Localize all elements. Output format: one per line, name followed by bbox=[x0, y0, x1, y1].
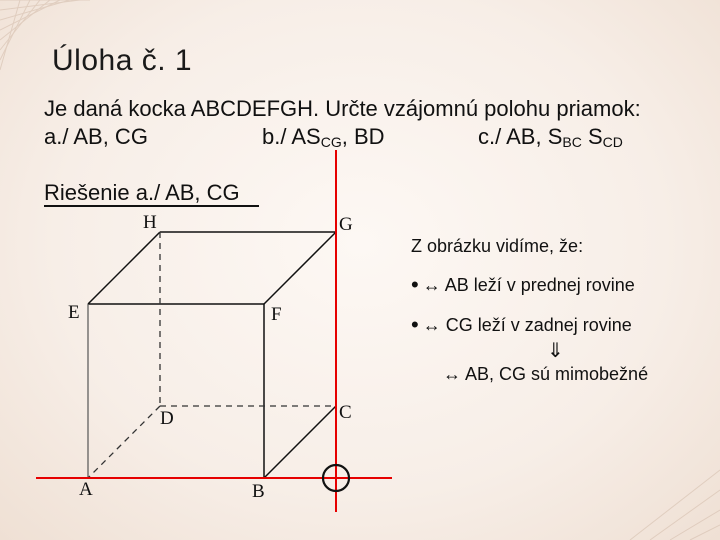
observation-intro: Z obrázku vidíme, že: bbox=[411, 236, 584, 256]
bullet-dot: • bbox=[411, 272, 419, 297]
task-c-mid: S bbox=[581, 124, 603, 149]
task-b-main: b./ AS bbox=[262, 124, 321, 149]
vertex-label-e: E bbox=[68, 302, 80, 323]
vertex-label-d: D bbox=[160, 408, 174, 429]
task-part-c bbox=[478, 124, 623, 150]
vertex-label-h: H bbox=[143, 212, 157, 233]
vertex-label-g: G bbox=[339, 214, 353, 235]
bullet-ab-text: ↔ AB leží v prednej rovine bbox=[422, 275, 635, 295]
task-statement: Je daná kocka ABCDEFGH. Určte vzájomnú polohu priamok: bbox=[44, 96, 641, 121]
bullet-cg bbox=[411, 312, 632, 338]
slide-title: Úloha č. 1 bbox=[52, 44, 193, 77]
vertex-label-b: B bbox=[252, 481, 265, 502]
task-c-subscript-2: CD bbox=[602, 134, 623, 150]
vertex-label-a: A bbox=[79, 479, 93, 500]
task-c-main: c./ AB, S bbox=[478, 124, 563, 149]
bullet-ab bbox=[411, 272, 635, 298]
vertex-label-f: F bbox=[271, 304, 282, 325]
implies-arrow-icon: ⇓ bbox=[547, 340, 564, 362]
solution-underline bbox=[44, 205, 259, 207]
task-part-a: a./ AB, CG bbox=[44, 124, 148, 149]
solution-heading: Riešenie a./ AB, CG bbox=[44, 180, 240, 205]
vertex-label-c: C bbox=[339, 402, 352, 423]
conclusion-text: ↔ AB, CG sú mimobežné bbox=[443, 364, 649, 384]
bullet-dot: • bbox=[411, 312, 419, 337]
task-b-subscript: CG bbox=[320, 134, 342, 150]
task-b-rest: , BD bbox=[341, 124, 385, 149]
bullet-cg-text: ↔ CG leží v zadnej rovine bbox=[422, 315, 632, 335]
task-c-subscript-1: BC bbox=[562, 134, 582, 150]
task-part-b bbox=[262, 124, 385, 150]
